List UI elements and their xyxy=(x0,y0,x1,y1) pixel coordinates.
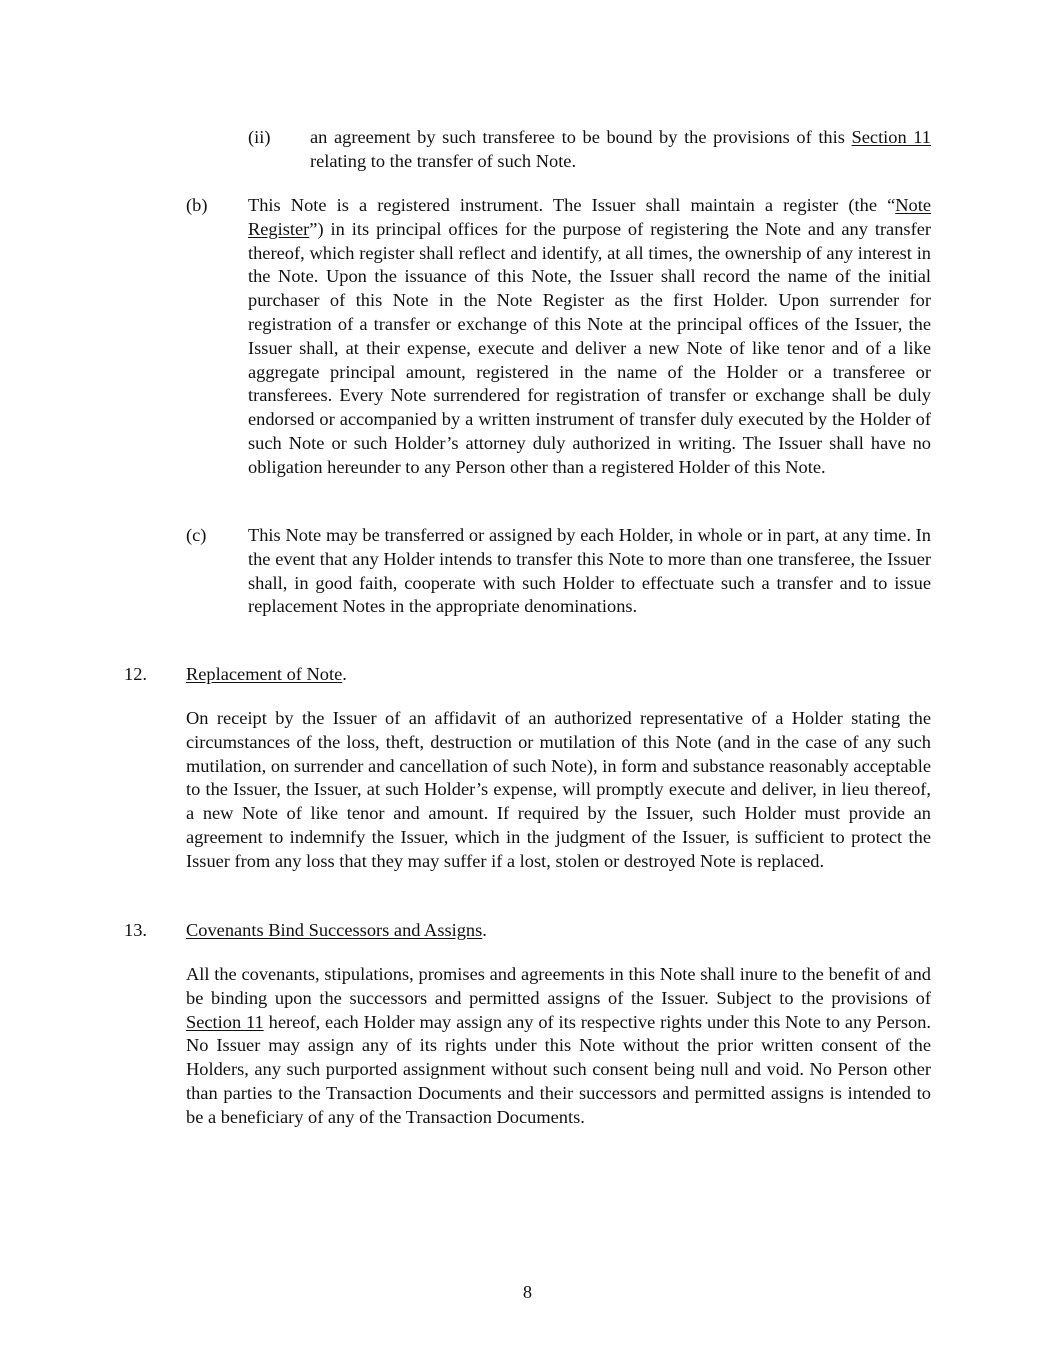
item-c-label: (c) xyxy=(186,525,207,545)
section-11-reference-2: Section 11 xyxy=(186,1011,264,1032)
section-11-reference: Section 11 xyxy=(851,127,931,147)
item-b-label: (b) xyxy=(186,195,208,215)
section-12-heading-suffix: . xyxy=(342,664,347,684)
section-12-heading xyxy=(186,663,931,687)
section-12-body: On receipt by the Issuer of an affidavit of an authorized representative of a Holder stating the circumstances of the loss, theft, destruction or mutilation of this Note (and in the case of any such mutilation, on surrender and cancellation of such Note), in form and substance reasonably acceptable to the Issuer, the Issuer, at such Holder’s expense, will promptly execute and deliver, in lieu thereof, a new Note of like tenor and amount. If required by the Issuer, such Holder must provide an agreement to indemnify the Issuer, which in the judgment of the Issuer, is sufficient to protect the Issuer from any loss that they may suffer if a lost, stolen or destroyed Note is replaced. xyxy=(186,708,931,871)
page-number: 8 xyxy=(522,1282,533,1302)
item-ii-text-1: an agreement by such transferee to be bound by the provisions of this xyxy=(310,127,852,147)
section-13-title: Covenants Bind Successors and Assigns xyxy=(186,920,483,940)
item-ii-text xyxy=(310,126,931,174)
section-13-number: 13. xyxy=(124,920,147,940)
section-13-body-1: All the covenants, stipulations, promises and agreements in this Note shall inure to the benefit of and be binding upon the successors and permitted assigns of the Issuer. Subject to the provisions of xyxy=(186,964,931,1008)
section-13-body-2: hereof, each Holder may assign any of its respective rights under this Note to any Person. No Issuer may assign any of its rights under this Note without the prior written consent of the Holders, any such purported assignment without such consent being null and void. No Person other than parties to the Transaction Documents and their successors and permitted assigns is intended to be a beneficiary of any of the Transaction Documents. xyxy=(186,1011,931,1127)
item-ii-label: (ii) xyxy=(248,127,271,147)
item-b-text xyxy=(248,194,931,480)
section-13-heading-suffix: . xyxy=(482,920,487,940)
item-b-text-2: ”) in its principal offices for the purpose of registering the Note and any transfer thereof, which register shall reflect and identify, at all times, the ownership of any interest in the Note. Upon the issuance of this Note, the Issuer shall record the name of the initial purchaser of this Note in the Note Register as the first Holder. Upon surrender for registration of a transfer or exchange of this Note at the principal offices of the Issuer, the Issuer shall, at their expense, execute and deliver a new Note of like tenor and of a like aggregate principal amount, registered in the name of the Holder or a transferee or transferees. Every Note surrendered for registration of transfer or exchange shall be duly endorsed or accompanied by a written instrument of transfer duly executed by the Holder of such Note or such Holder’s attorney duly authorized in writing. The Issuer shall have no obligation hereunder to any Person other than a registered Holder of this Note. xyxy=(248,218,931,477)
note-register-term: Note Register xyxy=(248,195,931,239)
section-13-heading xyxy=(186,919,931,943)
item-ii-text-2: relating to the transfer of such Note. xyxy=(310,150,577,171)
item-c-text: This Note may be transferred or assigned by each Holder, in whole or in part, at any time. In the event that any Holder intends to transfer this Note to more than one transferee, the Issuer shall, in good faith, cooperate with such Holder to effectuate such a transfer and to issue replacement Notes in the appropriate denominations. xyxy=(248,525,931,617)
item-b-text-1: This Note is a registered instrument. The Issuer shall maintain a register (the “ xyxy=(248,195,896,215)
section-12-number: 12. xyxy=(124,664,147,684)
section-13-body xyxy=(186,963,931,1130)
section-12-title: Replacement of Note xyxy=(186,664,343,684)
